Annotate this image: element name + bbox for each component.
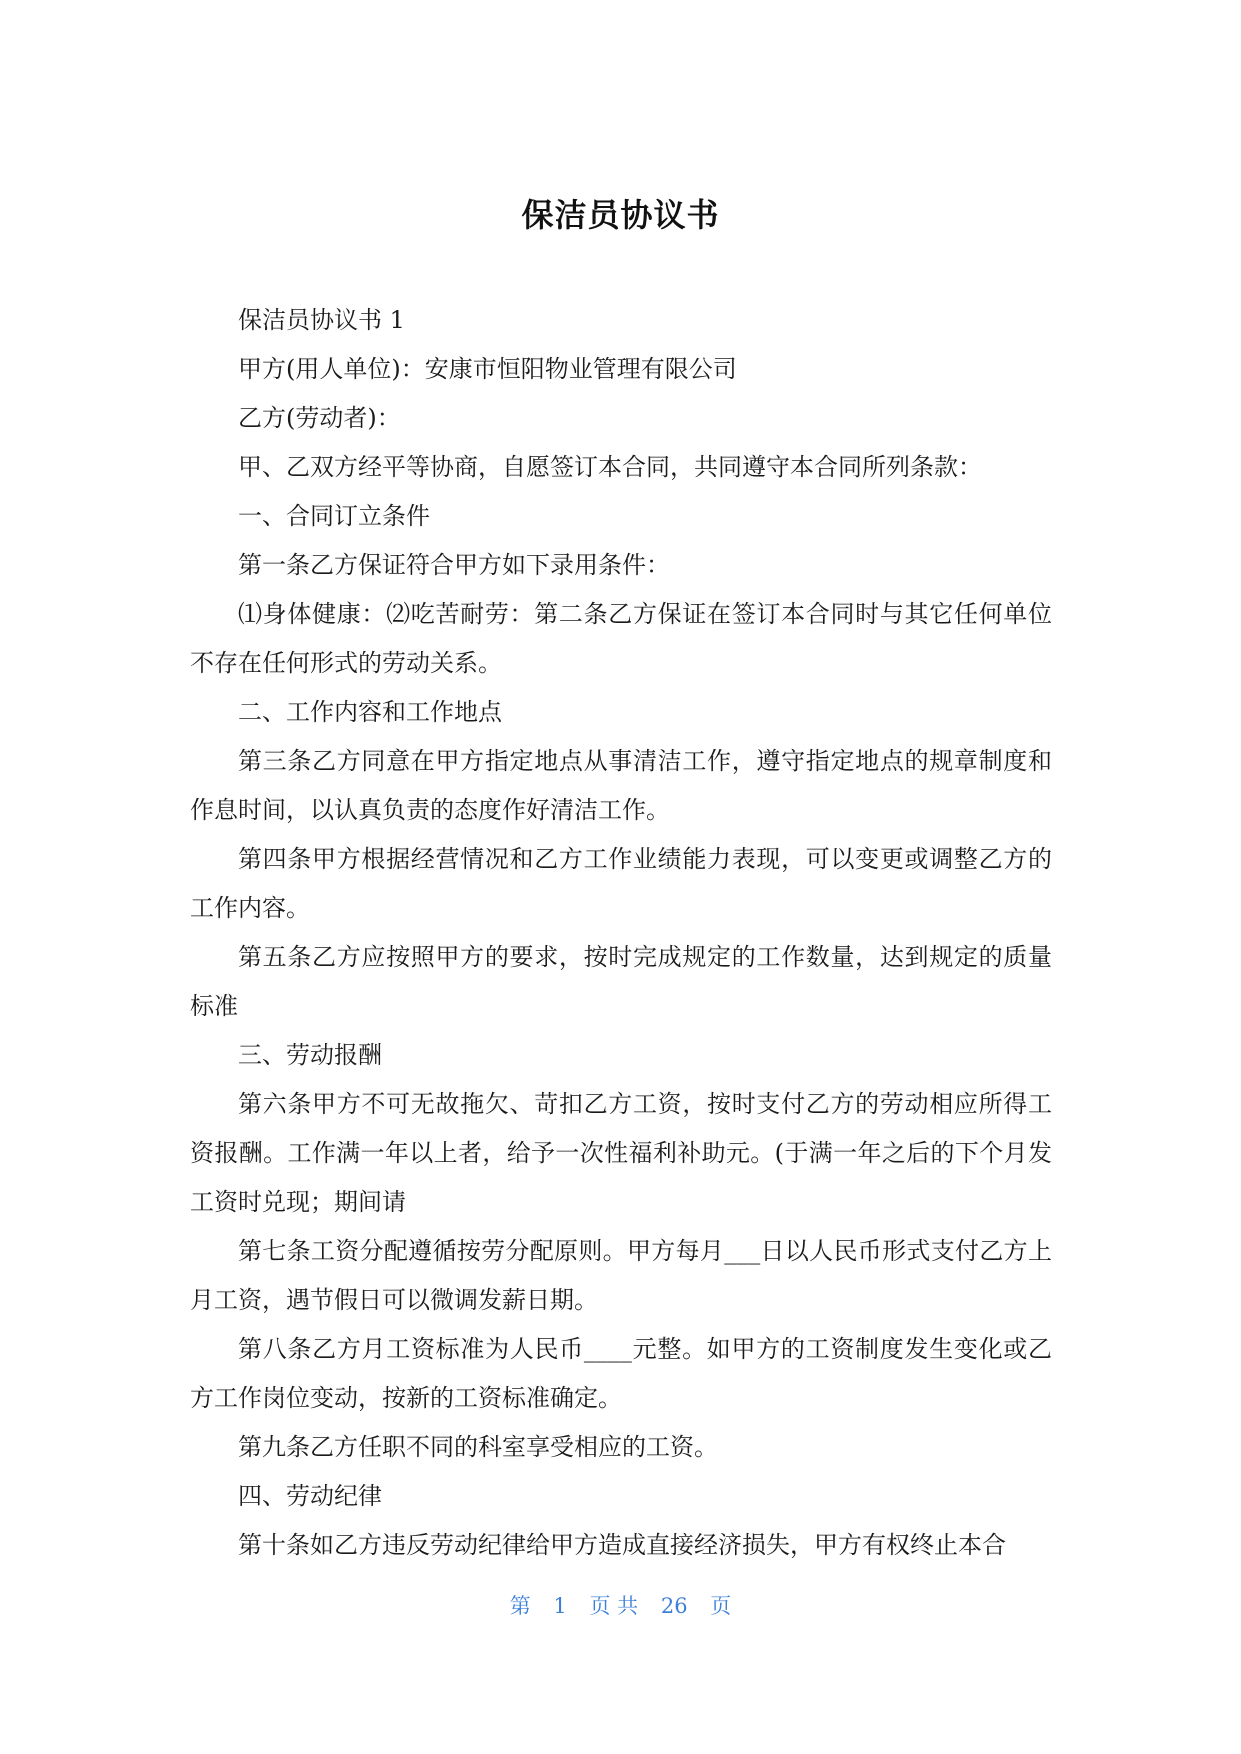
paragraph: ⑴身体健康：⑵吃苦耐劳：第二条乙方保证在签订本合同时与其它任何单位不存在任何形式的劳动关系。 xyxy=(190,600,1052,677)
paragraph: 甲方(用人单位)：安康市恒阳物业管理有限公司 xyxy=(238,355,737,383)
paragraph: 第四条甲方根据经营情况和乙方工作业绩能力表现，可以变更或调整乙方的工作内容。 xyxy=(190,845,1052,922)
paragraph: 第六条甲方不可无故拖欠、苛扣乙方工资，按时支付乙方的劳动相应所得工资报酬。工作满一年以上者，给予一次性福利补助元。(于满一年之后的下个月发工资时兑现；期间请 xyxy=(190,1090,1052,1216)
footer-middle: 页 共 xyxy=(589,1594,639,1618)
footer-prefix: 第 xyxy=(509,1594,531,1618)
section-heading: 二、工作内容和工作地点 xyxy=(238,698,502,726)
paragraph: 甲、乙双方经平等协商，自愿签订本合同，共同遵守本合同所列条款： xyxy=(238,453,982,481)
paragraph: 第五条乙方应按照甲方的要求，按时完成规定的工作数量，达到规定的质量标准 xyxy=(190,943,1052,1020)
document-body xyxy=(190,296,1052,1570)
section-heading: 一、合同订立条件 xyxy=(238,502,430,530)
footer-total-pages: 26 xyxy=(660,1594,688,1618)
footer-suffix: 页 xyxy=(710,1594,732,1618)
section-heading: 四、劳动纪律 xyxy=(238,1482,382,1510)
paragraph: 第七条工资分配遵循按劳分配原则。甲方每月___日以人民币形式支付乙方上月工资，遇节假日可以微调发薪日期。 xyxy=(190,1237,1052,1314)
page-footer xyxy=(0,1590,1241,1620)
paragraph: 第十条如乙方违反劳动纪律给甲方造成直接经济损失，甲方有权终止本合 xyxy=(238,1531,1006,1559)
paragraph: 第九条乙方任职不同的科室享受相应的工资。 xyxy=(238,1433,718,1461)
paragraph: 保洁员协议书 1 xyxy=(238,306,405,334)
section-heading: 三、劳动报酬 xyxy=(238,1041,382,1069)
document-title: 保洁员协议书 xyxy=(521,196,720,234)
paragraph: 第一条乙方保证符合甲方如下录用条件： xyxy=(238,551,670,579)
paragraph: 乙方(劳动者)： xyxy=(238,404,401,432)
paragraph: 第三条乙方同意在甲方指定地点从事清洁工作，遵守指定地点的规章制度和作息时间，以认真负责的态度作好清洁工作。 xyxy=(190,747,1052,824)
paragraph: 第八条乙方月工资标准为人民币____元整。如甲方的工资制度发生变化或乙方工作岗位变动，按新的工资标准确定。 xyxy=(190,1335,1052,1412)
footer-current-page: 1 xyxy=(553,1594,567,1618)
